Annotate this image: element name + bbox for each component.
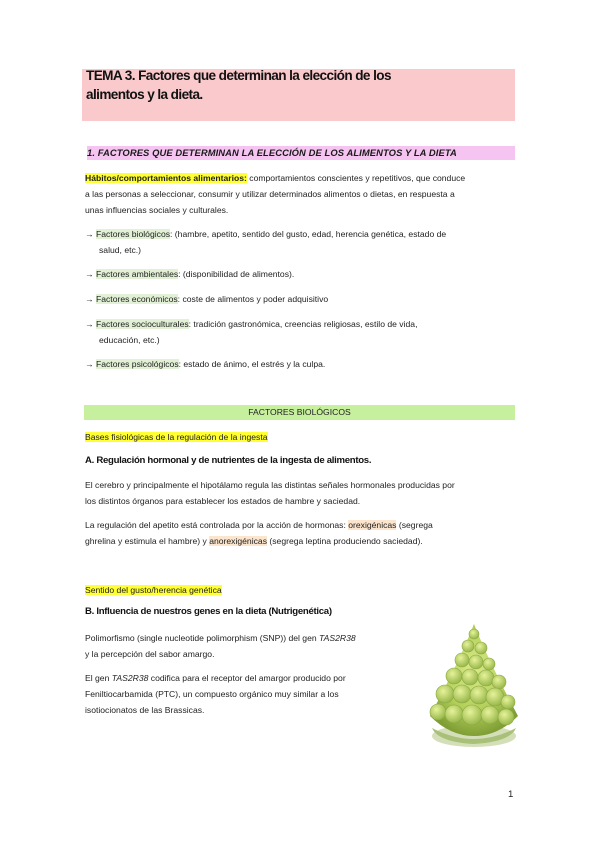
paragraph-a2-text: La regulación del apetito está controlada por la acción de hormonas: [85,520,349,530]
factor-name: Factores socioculturales [95,319,189,329]
title-line-2: alimentos y la dieta. [86,87,203,102]
hormone-term-anorexigenicas: anorexigénicas [209,536,267,546]
paragraph-b2-line-2: Feniltiocarbamida (PTC), un compuesto orgánico muy similar a los [85,689,339,699]
factor-item-economicos [85,291,515,307]
heading-b: B. Influencia de nuestros genes en la dieta (Nutrigenética) [85,606,332,617]
arrow-icon: → [85,294,96,304]
factor-name: Factores económicos [95,294,178,304]
subsection-label-1 [85,429,268,445]
romanesco-illustration [418,620,530,750]
definition-line-3: unas influencias sociales y culturales. [85,205,229,215]
factor-desc-cont: salud, etc.) [99,245,142,255]
page-number: 1 [508,789,514,800]
factor-name: Factores ambientales [95,269,179,279]
heading-a: A. Regulación hormonal y de nutrientes de la ingesta de alimentos. [85,455,372,466]
definition-paragraph [85,170,515,218]
hormone-term-orexigenicas: orexigénicas [348,520,397,530]
factor-desc: : tradición gastronómica, creencias religiosas, estilo de vida, [188,319,418,329]
section-heading-1 [84,146,515,160]
subsection-label-1-text: Bases fisiológicas de la regulación de la ingesta [85,432,268,442]
paragraph-a1 [85,477,515,509]
factor-name: Factores psicológicos [95,359,179,369]
section-heading-1-text: 1. FACTORES QUE DETERMINAN LA ELECCIÓN DE LOS ALIMENTOS Y LA DIETA [87,146,515,160]
paragraph-a1-line-1: El cerebro y principalmente el hipotálamo regula las distintas señales hormonales producidas por [85,480,455,490]
definition-term: Hábitos/comportamientos alimentarios: [85,173,247,183]
bio-factors-bar: FACTORES BIOLÓGICOS [84,405,515,420]
paragraph-b2-line-3: isotiocionatos de las Brassicas. [85,705,205,715]
arrow-icon: → [85,319,96,329]
page-title [86,66,506,104]
paragraph-b2 [85,670,415,718]
factor-item-ambientales [85,266,515,282]
paragraph-a2-text: ghrelina y estimula el hambre) y [85,536,210,546]
arrow-icon: → [85,359,96,369]
subsection-label-2-text: Sentido del gusto/herencia genética [85,585,222,595]
arrow-icon: → [85,229,96,239]
factor-name: Factores biológicos [95,229,171,239]
factor-desc: : estado de ánimo, el estrés y la culpa. [178,359,326,369]
paragraph-b1-line-2: y la percepción del sabor amargo. [85,649,215,659]
factor-desc: : (hambre, apetito, sentido del gusto, edad, herencia genética, estado de [170,229,447,239]
paragraph-a2 [85,517,515,549]
factor-desc: : (disponibilidad de alimentos). [178,269,295,279]
romanesco-broccoli-image [418,620,530,750]
paragraph-a2-text: (segrega [396,520,433,530]
paragraph-b2-text: El gen [85,673,112,683]
paragraph-b1-text: Polimorfismo (single nucleotide polimorphism (SNP)) del gen [85,633,320,643]
paragraph-b1 [85,630,415,662]
paragraph-a1-line-2: los distintos órganos para establecer los estados de hambre y saciedad. [85,496,361,506]
paragraph-b2-text: codifica para el receptor del amargor producido por [148,673,346,683]
subsection-label-2 [85,582,222,598]
factor-item-psicologicos [85,356,515,372]
definition-line-2: a las personas a seleccionar, consumir y utilizar determinados alimentos o dietas, en respuesta a [85,189,455,199]
paragraph-a2-text: (segrega leptina produciendo saciedad). [267,536,423,546]
factor-item-biologicos [85,226,515,258]
title-line-1: TEMA 3. Factores que determinan la elección de los [86,68,391,83]
factor-desc: : coste de alimentos y poder adquisitivo [177,294,329,304]
gene-name: TAS2R38 [319,633,356,643]
definition-line-1: comportamientos conscientes y repetitivos, que conduce [246,173,466,183]
factor-item-socioculturales [85,316,515,348]
arrow-icon: → [85,269,96,279]
factor-desc-cont: educación, etc.) [99,335,160,345]
gene-name: TAS2R38 [111,673,149,683]
